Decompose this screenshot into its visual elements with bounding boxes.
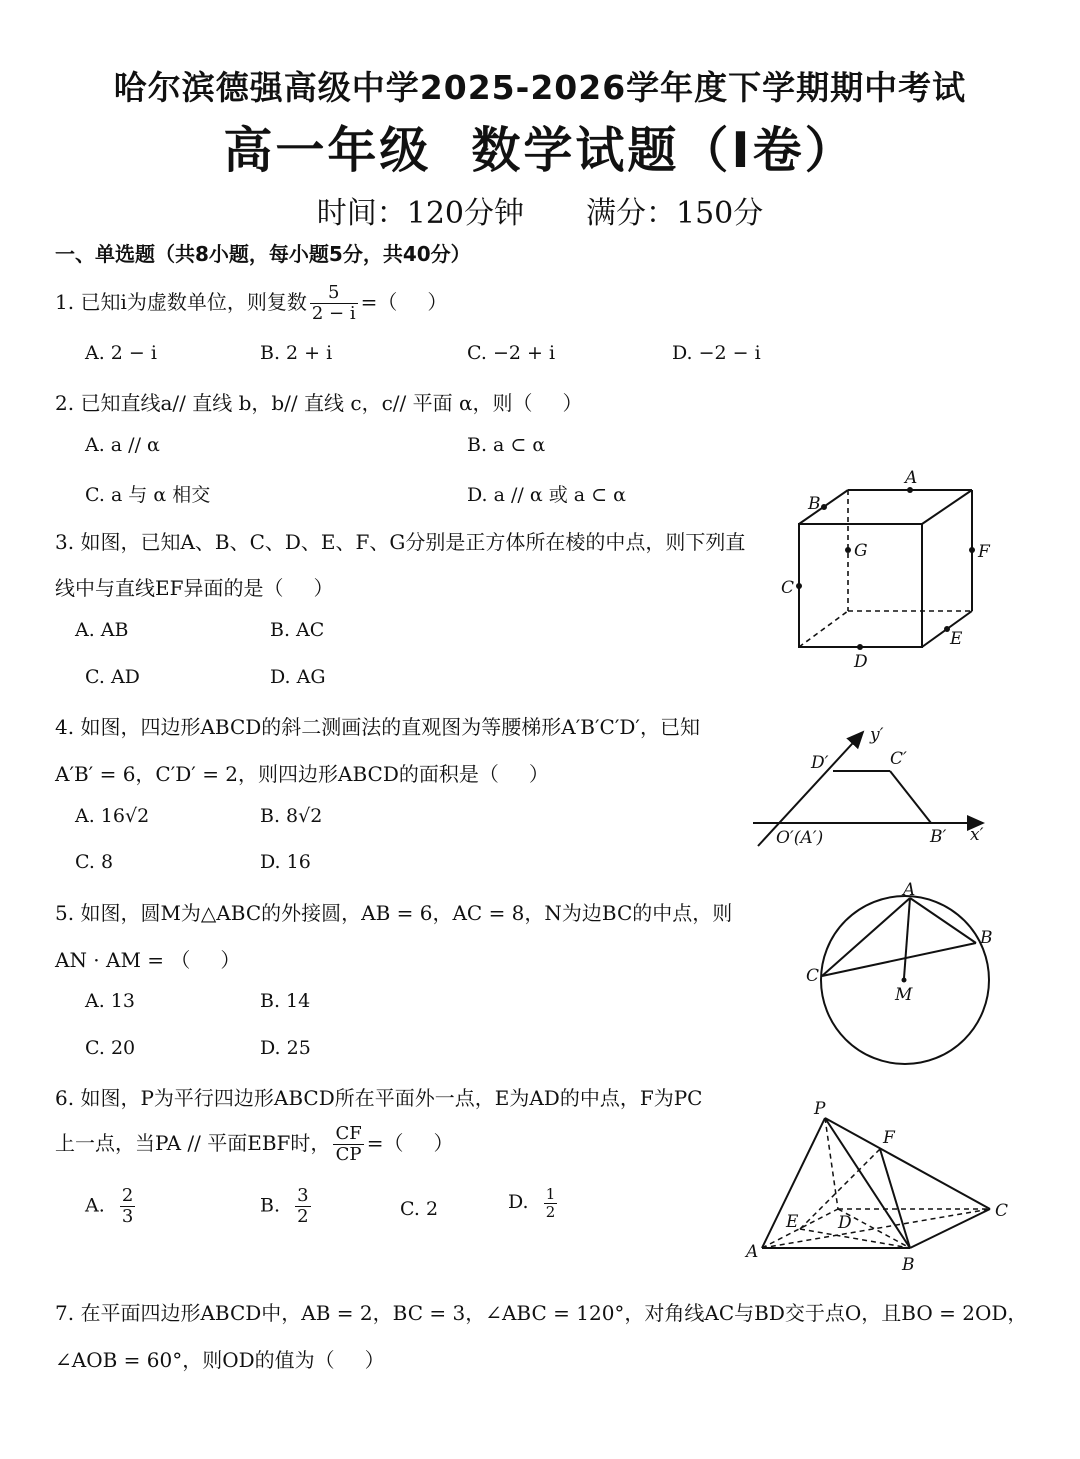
fraction <box>333 1124 363 1165</box>
label-b: B <box>902 1255 915 1275</box>
fraction-denominator: 2 <box>545 1202 556 1221</box>
trapezoid-side <box>890 771 931 823</box>
paper-title <box>0 112 1080 182</box>
label-e: E <box>786 1212 799 1232</box>
fraction-numerator: 1 <box>545 1185 556 1203</box>
option-c: C. 20 <box>85 1037 136 1059</box>
point-c <box>796 583 802 589</box>
question-text: 线中与直线EF异面的是（ <box>55 576 284 600</box>
question-5-stem-line-2 <box>55 944 240 973</box>
question-number: 6. <box>55 1086 75 1110</box>
option-c: C. 2 <box>400 1198 439 1220</box>
pyramid-figure <box>740 1092 1030 1277</box>
question-5-stem <box>55 897 732 926</box>
question-close: ） <box>528 762 549 786</box>
time-limit: 时间：120分钟 <box>316 196 524 231</box>
full-score: 满分：150分 <box>586 196 764 231</box>
question-number: 7. <box>55 1301 75 1325</box>
point-m <box>902 978 907 983</box>
label-d-prime: D′ <box>811 753 829 773</box>
option-a: A. AB <box>75 619 129 641</box>
label-c: C <box>781 578 795 598</box>
label-e: E <box>950 629 963 649</box>
label-d: D <box>854 652 868 672</box>
question-6-stem-line-2 <box>55 1124 453 1165</box>
segment-fb <box>880 1149 910 1248</box>
point-d <box>857 644 863 650</box>
fraction-numerator: 2 <box>121 1185 134 1206</box>
option-label: B. <box>260 1194 281 1217</box>
option-d: D. a // α 或 a ⊂ α <box>467 484 626 506</box>
cube-hidden-edge <box>799 611 848 647</box>
label-p: P <box>814 1099 826 1119</box>
option-b <box>260 1186 314 1227</box>
label-g: G <box>854 541 868 561</box>
option-d: D. 25 <box>260 1037 311 1059</box>
label-f: F <box>978 542 990 562</box>
fraction <box>310 283 358 324</box>
label-c: C <box>995 1201 1009 1221</box>
question-text: 已知i为虚数单位，则复数 <box>80 289 307 314</box>
question-4-stem-line-2 <box>55 758 549 787</box>
fraction <box>120 1186 135 1227</box>
option-d: D. AG <box>270 666 326 688</box>
edge-pc <box>825 1118 990 1209</box>
question-tail: =（ <box>360 289 398 314</box>
point-g <box>845 547 851 553</box>
question-text: AN · AM = （ <box>55 948 191 972</box>
question-3-stem <box>55 526 745 555</box>
option-b: B. AC <box>270 619 325 641</box>
edge-pd <box>825 1118 838 1209</box>
label-a: A <box>903 880 916 900</box>
question-tail: =（ <box>366 1130 404 1155</box>
question-7-stem-line-2 <box>55 1344 385 1373</box>
label-c-prime: C′ <box>890 749 907 769</box>
label-b-prime: B′ <box>930 827 947 847</box>
question-number: 4. <box>55 715 75 739</box>
fraction-denominator: CP <box>335 1143 362 1165</box>
option-d: D. −2 − i <box>672 342 761 364</box>
option-c: C. −2 + i <box>467 342 556 364</box>
question-text: 如图，四边形ABCD的斜二测画法的直观图为等腰梯形A′B′C′D′，已知 <box>80 715 700 739</box>
question-text: ∠AOB = 60°，则OD的值为（ <box>55 1348 335 1372</box>
option-c: C. a 与 α 相交 <box>85 484 211 506</box>
label-c: C <box>806 966 820 986</box>
label-f: F <box>883 1128 895 1148</box>
fraction-numerator: CF <box>335 1123 362 1144</box>
fraction <box>295 1186 310 1227</box>
question-close: ） <box>364 1348 385 1372</box>
question-number: 2. <box>55 391 75 415</box>
question-text: 如图，圆M为△ABC的外接圆，AB = 6，AC = 8，N为边BC的中点，则 <box>80 901 733 925</box>
option-a: A. 2 − i <box>85 342 157 364</box>
option-a: A. 16√2 <box>75 805 150 827</box>
fraction-numerator: 3 <box>297 1185 309 1206</box>
option-c: C. 8 <box>75 851 114 873</box>
point-b <box>821 504 827 510</box>
question-7-stem <box>55 1297 1027 1326</box>
question-close: ） <box>433 1130 454 1155</box>
option-a: A. a // α <box>85 434 160 456</box>
option-a <box>85 1186 138 1227</box>
label-a: A <box>905 468 918 488</box>
cube-edge <box>922 490 972 524</box>
option-b: B. a ⊂ α <box>467 434 546 456</box>
edge-bc <box>910 1209 990 1248</box>
option-c: C. AD <box>85 666 140 688</box>
cube-figure <box>770 465 1020 680</box>
question-close: ） <box>220 948 241 972</box>
fraction-denominator: 2 <box>297 1205 309 1227</box>
question-text: 上一点，当PA // 平面EBF时， <box>55 1130 331 1155</box>
label-b: B <box>980 928 993 948</box>
grade-label: 高一年级 <box>223 122 432 179</box>
question-close: ） <box>562 391 583 415</box>
fraction-denominator: 3 <box>121 1205 134 1227</box>
option-a: A. 13 <box>85 990 135 1012</box>
question-6-stem <box>55 1082 702 1111</box>
question-text: 如图，P为平行四边形ABCD所在平面外一点，E为AD的中点，F为PC <box>80 1086 703 1110</box>
option-b: B. 8√2 <box>260 805 323 827</box>
question-number: 1. <box>55 289 75 314</box>
option-b: B. 14 <box>260 990 311 1012</box>
segment-bc <box>822 943 976 976</box>
circumcircle-figure <box>800 880 1010 1070</box>
question-text: 已知直线a// 直线 b，b// 直线 c，c// 平面 α，则（ <box>80 391 533 415</box>
school-exam-heading: 哈尔滨德强高级中学2025-2026学年度下学期期中考试 <box>113 68 967 107</box>
option-d <box>508 1186 560 1220</box>
label-y-axis: y′ <box>870 725 884 745</box>
question-number: 5. <box>55 901 75 925</box>
label-x-axis: x′ <box>970 825 984 845</box>
question-4-stem <box>55 711 700 740</box>
label-m: M <box>895 985 913 1005</box>
question-text: 在平面四边形ABCD中，AB = 2，BC = 3，∠ABC = 120°，对角线AC与BD交于点O，且BO = 2OD， <box>80 1301 1028 1325</box>
segment-ac <box>822 898 910 976</box>
option-label: A. <box>85 1194 105 1217</box>
fraction-numerator: 5 <box>310 283 358 304</box>
option-b: B. 2 + i <box>260 342 333 364</box>
question-3-stem-line-2 <box>55 572 333 601</box>
segment-am <box>904 898 910 978</box>
oblique-trapezoid-figure <box>748 718 998 858</box>
question-close: ） <box>427 289 448 314</box>
question-2-stem <box>55 387 582 416</box>
question-1-stem <box>55 283 447 324</box>
question-close: ） <box>313 576 334 600</box>
question-text: 如图，已知A、B、C、D、E、F、G分别是正方体所在棱的中点，则下列直 <box>80 530 746 554</box>
question-number: 3. <box>55 530 75 554</box>
option-label: D. <box>508 1191 529 1213</box>
option-d: D. 16 <box>260 851 311 873</box>
question-text: A′B′ = 6，C′D′ = 2，则四边形ABCD的面积是（ <box>55 762 499 786</box>
label-d: D <box>838 1213 852 1233</box>
point-f <box>969 547 975 553</box>
subject-label: 数学试题（Ⅰ卷） <box>471 122 857 179</box>
label-origin: O′(A′) <box>776 828 824 848</box>
label-b: B <box>808 494 821 514</box>
section-heading: 一、单选题（共8小题，每小题5分，共40分） <box>55 242 471 266</box>
label-a: A <box>746 1242 759 1262</box>
fraction-denominator: 2 − i <box>311 302 356 324</box>
fraction <box>544 1186 558 1220</box>
exam-info <box>0 188 1080 232</box>
